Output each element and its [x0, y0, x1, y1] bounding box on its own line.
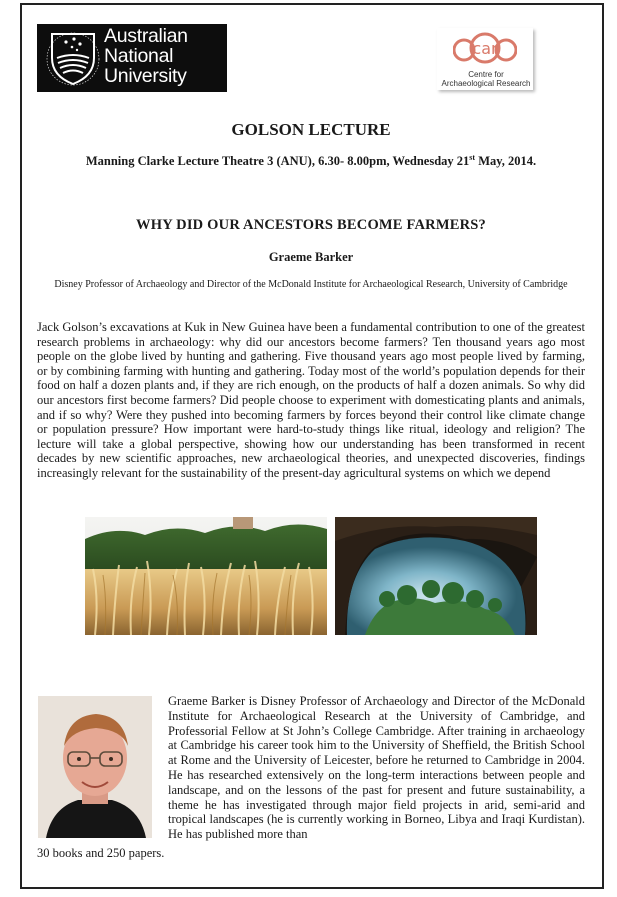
speaker-biography-end: 30 books and 250 papers. [37, 846, 165, 860]
car-logo-icon [453, 31, 517, 65]
svg-text:car: car [472, 39, 498, 58]
speaker-portrait-photo [38, 696, 152, 838]
anu-wordmark [104, 26, 188, 86]
speaker-name: Graeme Barker [268, 250, 354, 264]
venue-date-end: May, 2014. [475, 154, 537, 169]
cave-photo [335, 517, 537, 635]
lecture-abstract: Jack Golson’s excavations at Kuk in New Guinea have been a fundamental contribution to one of the greatest research problems in archaeology: why did our ancestors become farmers? Ten thousand years ago most people on the globe lived by hunting and gathering. Five thousand years ago most people lived by farming, or by combining farming with hunting and gathering. Today most of the world’s population depends for their food on half a dozen plants and, if they are rich enough, on the products of half a dozen animals. So why did our ancestors first become farmers? Did people choose to experiment with domesticating plants and animals, and if so why? Were they pushed into becoming farmers by forces beyond their control like climate change or population pressure? How important were hard-to-study things like ritual, ideology and religion? The lecture will take a global perspective, showing how our understanding has been transformed in recent decades by new scientific approaches, new archaeological theories, and unexpected discoveries, findings increasingly relevant for the sustainability of the present-day agricultural systems on which we depend [37, 320, 585, 480]
car-line1: Centre for [468, 70, 504, 79]
car-wordmark [439, 70, 533, 88]
anu-crest-icon [44, 28, 102, 88]
lecture-series-title: GOLSON LECTURE [231, 120, 391, 139]
venue-text: Manning Clarke Lecture Theatre 3 (ANU), 6.30- 8.00pm, Wednesday 21 [85, 154, 470, 169]
car-line2: Archaeological Research [441, 79, 531, 88]
venue-and-date [36, 153, 586, 169]
anu-line3: University [104, 65, 187, 87]
speaker-biography: Graeme Barker is Disney Professor of Archaeology and Director of the McDonald Institute for Archaeological Research at the University of Cambridge, and Professorial Fellow at St John’s College Cambridge. After training in archaeology at Cambridge his career took him to the University of Sheffield, the British School at Rome and the University of Leicester, before he returned to Cambridge in 2004. He has researched extensively on the long-term interactions between people and landscape, and on the lessons of the past for present and future sustainability, a theme he has investigated through major field projects in arid, semi-arid and tropical landscapes (he is currently working in Borneo, Libya and Iraqi Kurdistan). He has published more than [168, 694, 585, 842]
wheat-field-photo [85, 517, 327, 635]
speaker-affiliation: Disney Professor of Archaeology and Director of the McDonald Institute for Archaeological Research, University of Cambridge [54, 279, 568, 290]
anu-line1: Australian [104, 25, 188, 47]
lecture-title: WHY DID OUR ANCESTORS BECOME FARMERS? [136, 217, 486, 233]
date-ordinal: st [469, 153, 476, 162]
anu-line2: National [104, 45, 174, 67]
